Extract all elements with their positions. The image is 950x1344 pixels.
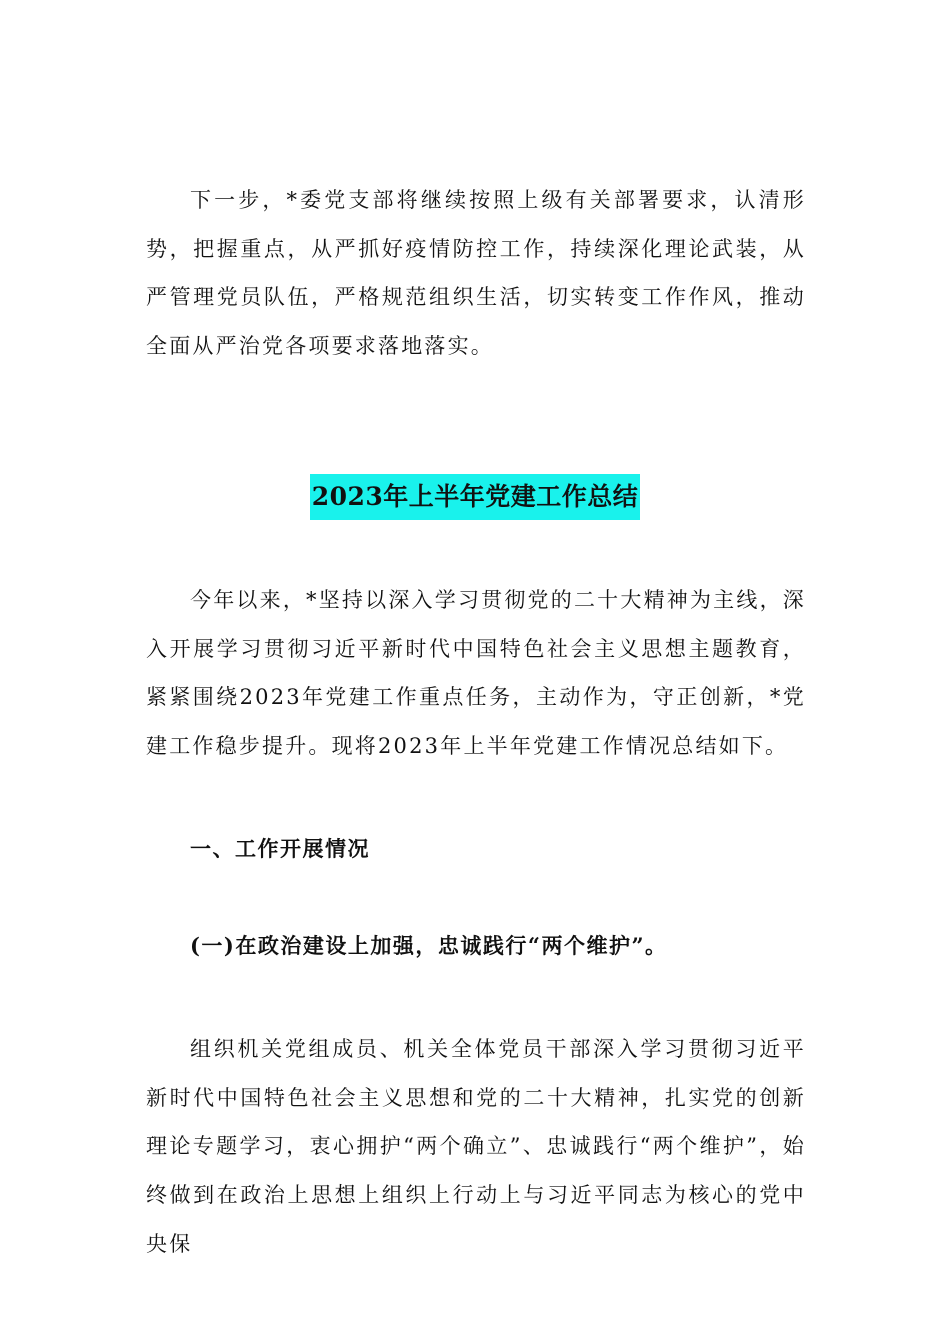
- paragraph-next-steps: 下一步，*委党支部将继续按照上级有关部署要求，认清形势，把握重点，从严抓好疫情防控工作，持续深化理论武装，从严管理党员队伍，严格规范组织生活，切实转变工作作风，推动全面从严治党各项要求落地落实。: [146, 188, 806, 359]
- subsection-heading: (一)在政治建设上加强，忠诚践行“两个维护”。: [190, 933, 668, 958]
- paragraph-political-construction: 组织机关党组成员、机关全体党员干部深入学习贯彻习近平新时代中国特色社会主义思想和党的二十大精神，扎实党的创新理论专题学习，衷心拥护“两个确立”、忠诚践行“两个维护”，始终做到在政治上思想上组织上行动上与习近平同志为核心的党中央保: [146, 1037, 806, 1256]
- section-heading: 一、工作开展情况: [190, 836, 370, 861]
- paragraph-intro: 今年以来，*坚持以深入学习贯彻党的二十大精神为主线，深入开展学习贯彻习近平新时代中国特色社会主义思想主题教育，紧紧围绕2023年党建工作重点任务，主动作为，守正创新，*党建工作稳步提升。现将2023年上半年党建工作情况总结如下。: [146, 588, 806, 759]
- document-title: 2023年上半年党建工作总结: [310, 474, 641, 520]
- title-container: [0, 474, 950, 520]
